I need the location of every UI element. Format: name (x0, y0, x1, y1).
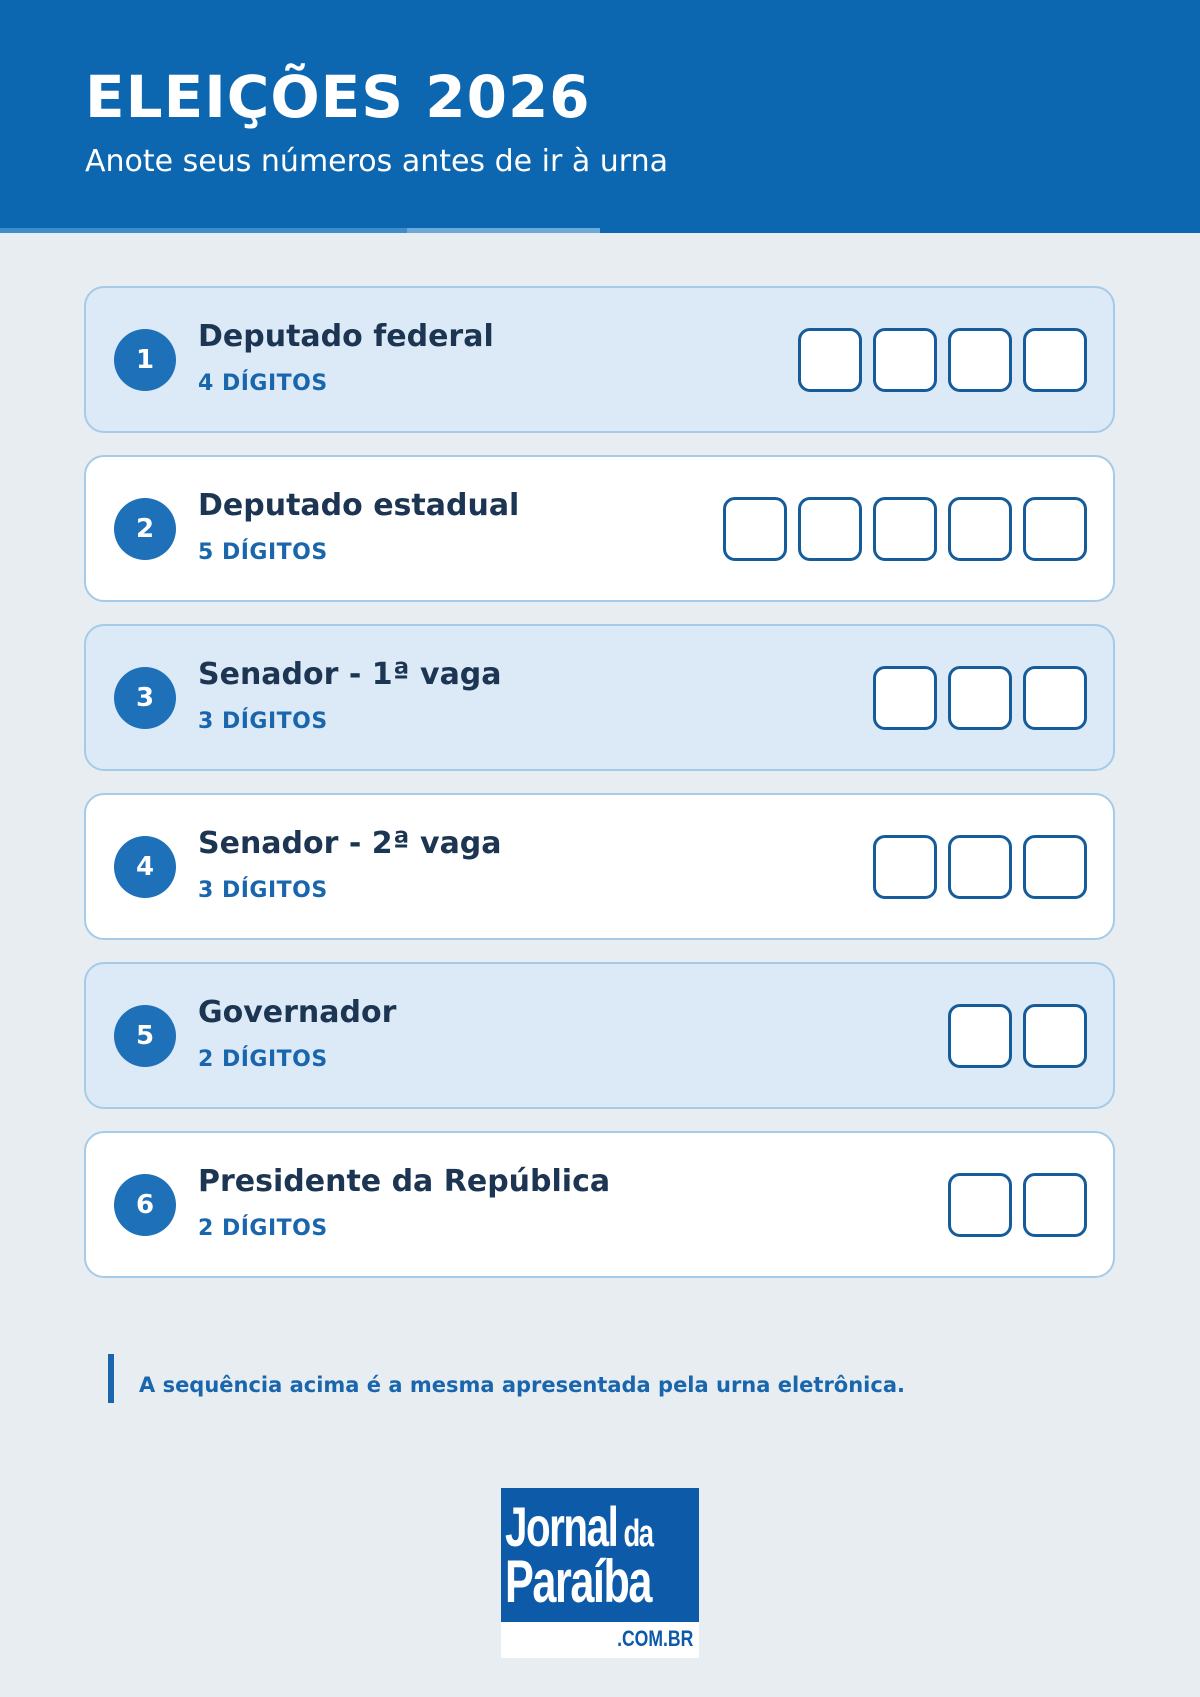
page-subtitle: Anote seus números antes de ir à urna (85, 144, 668, 179)
digit-input-box (1023, 666, 1087, 730)
digit-count-label: 4 DÍGITOS (198, 371, 328, 396)
office-name: Senador - 2ª vaga (198, 826, 502, 861)
office-name: Senador - 1ª vaga (198, 657, 502, 692)
step-number-badge: 4 (114, 836, 176, 898)
digit-input-box (948, 328, 1012, 392)
digit-input-box (1023, 497, 1087, 561)
digit-count-label: 5 DÍGITOS (198, 540, 328, 565)
page-title: ELEIÇÕES 2026 (85, 63, 591, 131)
digit-count-label: 2 DÍGITOS (198, 1047, 328, 1072)
header-divider-accent (407, 228, 600, 233)
digit-input-box (948, 666, 1012, 730)
digit-input-box (1023, 1004, 1087, 1068)
step-number-badge: 2 (114, 498, 176, 560)
digit-input-box (798, 328, 862, 392)
digit-input-box (948, 497, 1012, 561)
digit-count-label: 2 DÍGITOS (198, 1216, 328, 1241)
digit-input-box (723, 497, 787, 561)
office-name: Deputado federal (198, 319, 494, 354)
office-name: Governador (198, 995, 397, 1030)
digit-input-box (873, 497, 937, 561)
digit-boxes (723, 497, 1087, 561)
digit-boxes (873, 666, 1087, 730)
step-number-badge: 1 (114, 329, 176, 391)
logo-domain: .COM.BR (616, 1626, 693, 1651)
digit-input-box (1023, 835, 1087, 899)
step-number-badge: 5 (114, 1005, 176, 1067)
digit-boxes (948, 1004, 1087, 1068)
jornal-da-paraiba-logo (501, 1488, 699, 1658)
office-card-senador-2 (84, 793, 1115, 940)
step-number-badge: 3 (114, 667, 176, 729)
note-accent-bar (108, 1354, 114, 1403)
footnote: A sequência acima é a mesma apresentada pela urna eletrônica. (139, 1373, 905, 1397)
digit-input-box (873, 835, 937, 899)
digit-input-box (873, 328, 937, 392)
digit-input-box (873, 666, 937, 730)
logo-background (501, 1488, 699, 1622)
office-name: Presidente da República (198, 1164, 611, 1199)
office-card-deputado-federal (84, 286, 1115, 433)
step-number-badge: 6 (114, 1174, 176, 1236)
digit-input-box (948, 1173, 1012, 1237)
digit-boxes (873, 835, 1087, 899)
digit-count-label: 3 DÍGITOS (198, 878, 328, 903)
digit-count-label: 3 DÍGITOS (198, 709, 328, 734)
digit-input-box (798, 497, 862, 561)
office-card-governador (84, 962, 1115, 1109)
logo-word-jornal: Jornal (505, 1495, 618, 1558)
logo-word-paraiba: Paraíba (505, 1548, 652, 1615)
office-card-presidente (84, 1131, 1115, 1278)
digit-input-box (1023, 328, 1087, 392)
digit-input-box (948, 1004, 1012, 1068)
digit-boxes (948, 1173, 1087, 1237)
header-banner (0, 0, 1200, 233)
office-card-senador-1 (84, 624, 1115, 771)
office-name: Deputado estadual (198, 488, 520, 523)
office-card-deputado-estadual (84, 455, 1115, 602)
digit-input-box (948, 835, 1012, 899)
digit-boxes (798, 328, 1087, 392)
digit-input-box (1023, 1173, 1087, 1237)
logo-word-da: da (623, 1513, 653, 1555)
